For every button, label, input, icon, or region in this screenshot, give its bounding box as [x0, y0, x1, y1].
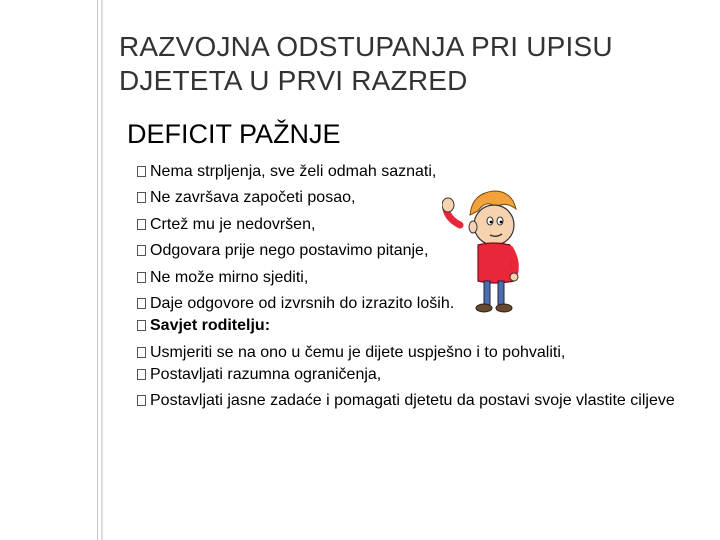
bullet-text: Postavljati razumna ograničenja,: [150, 366, 382, 383]
bullet-box-icon: [137, 320, 146, 331]
slide-subtitle: DEFICIT PAŽNJE: [127, 119, 341, 149]
bullet-box-icon: [137, 272, 146, 283]
bullet-box-icon: [137, 166, 146, 177]
bullet-item: [137, 215, 697, 234]
bullet-text: Daje odgovore od izvrsnih do izrazito loših.: [150, 295, 455, 312]
bullet-item: [137, 391, 697, 410]
bullet-item: [137, 188, 697, 207]
bullet-box-icon: [137, 219, 146, 230]
slide-title: RAZVOJNA ODSTUPANJA PRI UPISU DJETETA U PRVI RAZRED: [119, 31, 613, 96]
bullet-item: [137, 343, 697, 362]
bullet-box-icon: [137, 369, 146, 380]
left-rule: [97, 0, 98, 540]
bullet-text: Ne završava započeti posao,: [150, 189, 356, 206]
bullet-text: Usmjeriti se na ono u čemu je dijete uspješno i to pohvaliti,: [150, 344, 566, 361]
bullet-box-icon: [137, 347, 146, 358]
bullet-item: [137, 241, 697, 260]
bullet-text: Nema strpljenja, sve želi odmah saznati,: [150, 163, 437, 180]
bullet-box-icon: [137, 298, 146, 309]
bullet-text: Savjet roditelju:: [150, 317, 271, 334]
bullet-item: [137, 365, 697, 384]
bullet-text: Crtež mu je nedovršen,: [150, 216, 316, 233]
bullet-text: Postavljati jasne zadaće i pomagati djetetu da postavi svoje vlastite ciljeve: [150, 392, 675, 409]
bullet-text: Ne može mirno sjediti,: [150, 269, 309, 286]
bullet-item: [137, 294, 697, 313]
bullet-text: Odgovara prije nego postavimo pitanje,: [150, 242, 429, 259]
bullet-item: [137, 162, 697, 181]
bullet-box-icon: [137, 395, 146, 406]
bullet-box-icon: [137, 245, 146, 256]
bullet-item: [137, 316, 697, 335]
boy-clipart-icon: [442, 185, 542, 315]
bullet-list: [137, 162, 697, 410]
left-rule-accent: [101, 0, 103, 540]
bullet-item: [137, 268, 697, 287]
bullet-box-icon: [137, 192, 146, 203]
